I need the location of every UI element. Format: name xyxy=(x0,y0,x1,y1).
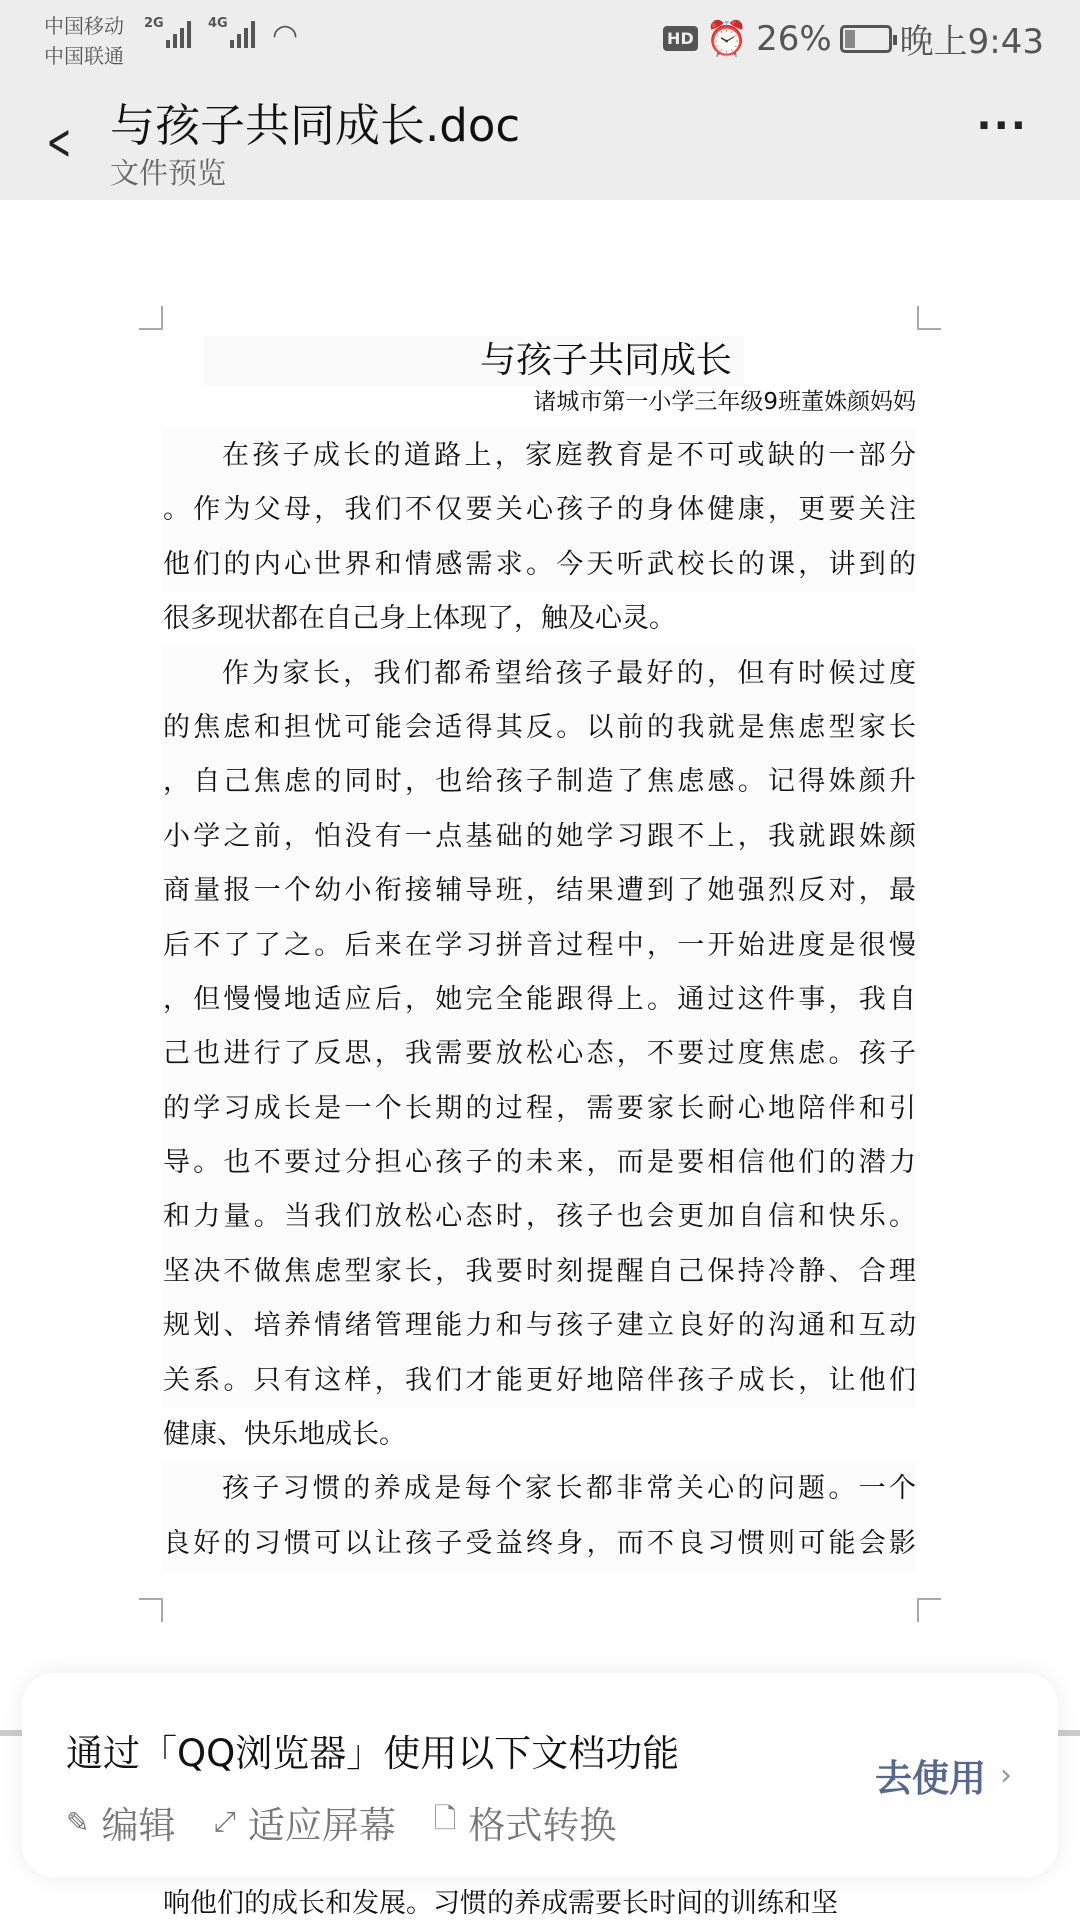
back-icon[interactable]: < xyxy=(46,113,72,171)
document-line: 孩子习惯的养成是每个家长都非常关心的问题。一个 xyxy=(163,1462,916,1516)
clock: 晚上9:43 xyxy=(899,22,1044,62)
document-title: 与孩子共同成长 xyxy=(204,336,744,386)
feature-edit[interactable] xyxy=(66,1795,175,1849)
document-line: 作为家长，我们都希望给孩子最好的，但有时候过度 xyxy=(163,647,916,701)
carrier-1: 中国移动 xyxy=(44,14,124,38)
document-line: 良好的习惯可以让孩子受益终身，而不良习惯则可能会影 xyxy=(163,1517,916,1571)
document-author: 诸城市第一小学三年级9班董姝颜妈妈 xyxy=(533,389,916,415)
battery-percent: 26% xyxy=(756,18,832,59)
feature-format-convert[interactable] xyxy=(434,1795,617,1849)
more-menu-icon[interactable]: ··· xyxy=(976,103,1028,149)
file-convert-icon: 🗋 xyxy=(433,1802,457,1835)
go-use-button[interactable] xyxy=(875,1748,1012,1802)
feature-label: 编辑 xyxy=(101,1804,176,1847)
promo-title: 通过「QQ浏览器」使用以下文档功能 xyxy=(66,1732,680,1775)
page-corner-mark xyxy=(917,1598,941,1622)
signal-icon-1 xyxy=(144,16,191,48)
status-bar xyxy=(0,0,1080,75)
feature-fit-screen[interactable] xyxy=(213,1795,395,1849)
alarm-icon: ⏰ xyxy=(705,18,749,59)
document-line: 的学习成长是一个长期的过程，需要家长耐心地陪伴和引 xyxy=(163,1082,916,1136)
document-line: ，但慢慢地适应后，她完全能跟得上。通过这件事，我自 xyxy=(163,973,916,1027)
carrier-2: 中国联通 xyxy=(44,44,124,68)
document-line: 很多现状都在自己身上体现了，触及心灵。 xyxy=(163,603,676,635)
file-title: 与孩子共同成长.doc xyxy=(110,99,521,152)
file-subtitle: 文件预览 xyxy=(110,156,227,190)
feature-label: 适应屏幕 xyxy=(247,1804,396,1847)
document-line: 小学之前，怕没有一点基础的她学习跟不上，我就跟姝颜 xyxy=(163,810,916,864)
document-line: 响他们的成长和发展。习惯的养成需要长时间的训练和坚 xyxy=(163,1888,838,1919)
page-corner-mark xyxy=(139,306,163,330)
network-type-2: 4G xyxy=(208,16,228,31)
page-corner-mark xyxy=(139,1598,163,1622)
document-line: 关系。只有这样，我们才能更好地陪伴孩子成长，让他们 xyxy=(163,1354,916,1408)
signal-icon-2 xyxy=(208,16,255,48)
document-line: 在孩子成长的道路上，家庭教育是不可或缺的一部分 xyxy=(163,429,916,483)
hd-icon: HD xyxy=(663,26,698,51)
edit-icon: ✎ xyxy=(66,1805,90,1839)
go-use-label: 去使用 xyxy=(875,1757,986,1800)
document-line: ，自己焦虑的同时，也给孩子制造了焦虑感。记得姝颜升 xyxy=(163,755,916,809)
document-line: 规划、培养情绪管理能力和与孩子建立良好的沟通和互动 xyxy=(163,1299,916,1353)
document-line: 。作为父母，我们不仅要关心孩子的身体健康，更要关注 xyxy=(163,483,916,537)
document-line: 导。也不要过分担心孩子的未来，而是要相信他们的潜力 xyxy=(163,1136,916,1190)
document-line: 商量报一个幼小衔接辅导班，结果遭到了她强烈反对，最 xyxy=(163,864,916,918)
document-line: 健康、快乐地成长。 xyxy=(163,1419,406,1451)
app-header xyxy=(0,75,1080,200)
feature-label: 格式转换 xyxy=(468,1804,617,1847)
document-body xyxy=(163,429,916,1571)
document-line: 和力量。当我们放松心态时，孩子也会更加自信和快乐。 xyxy=(163,1190,916,1244)
battery-icon xyxy=(840,25,892,53)
wifi-icon: ◠ xyxy=(272,18,299,53)
document-line: 坚决不做焦虑型家长，我要时刻提醒自己保持冷静、合理 xyxy=(163,1245,916,1299)
chevron-right-icon: › xyxy=(1000,1757,1012,1793)
document-line: 他们的内心世界和情感需求。今天听武校长的课，讲到的 xyxy=(163,538,916,592)
document-line: 的焦虑和担忧可能会适得其反。以前的我就是焦虑型家长 xyxy=(163,701,916,755)
qq-browser-promo-card xyxy=(22,1673,1058,1877)
document-line: 己也进行了反思，我需要放松心态，不要过度焦虑。孩子 xyxy=(163,1027,916,1081)
network-type-1: 2G xyxy=(144,16,164,31)
document-line: 后不了了之。后来在学习拼音过程中，一开始进度是很慢 xyxy=(163,919,916,973)
page-corner-mark xyxy=(917,306,941,330)
fit-screen-icon: ⤢ xyxy=(213,1805,236,1838)
